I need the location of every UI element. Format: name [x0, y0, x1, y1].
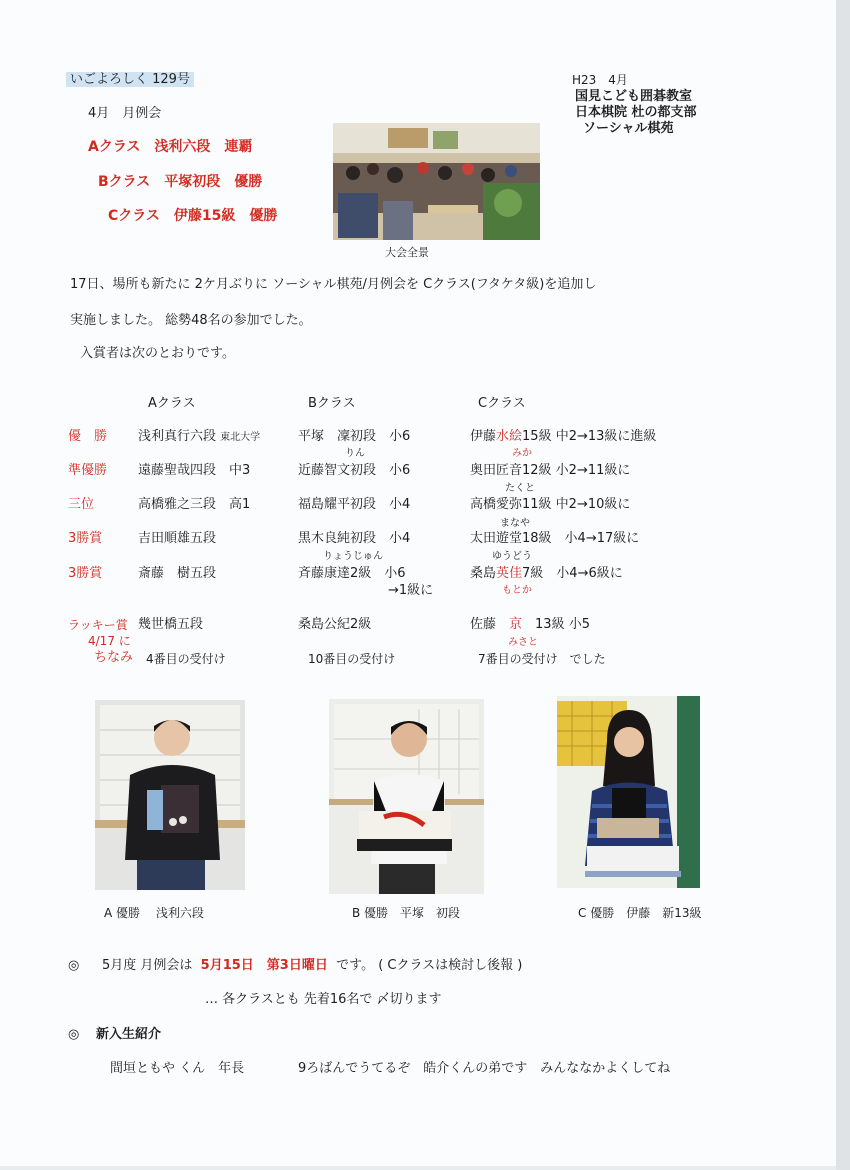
tournament-photo — [333, 123, 540, 240]
reading-manaya: まなや — [500, 518, 530, 529]
a-class-three-wins-2: 斎藤 樹五段 — [138, 566, 217, 581]
column-header-c: Cクラス — [478, 396, 526, 411]
b-class-third: 福島耀平初段 小4 — [298, 497, 411, 512]
intro-line-2: 実施しました。 総勢48名の参加でした。 — [70, 313, 312, 328]
lucky-a: 幾世橋五段 — [138, 617, 204, 632]
c-class-three-wins-2: 桑島英佳7級 小4→6級に — [470, 566, 623, 581]
b-class-three-wins-2: 斉藤康達2級 小6 — [298, 566, 406, 581]
lucky-c-order: 7番目の受付け でした — [478, 652, 606, 666]
lucky-b-order: 10番目の受付け — [308, 652, 396, 666]
b-class-winner: 平塚 凜初段 小6 — [298, 429, 411, 444]
bullet-icon: ◎ — [68, 958, 80, 973]
b-class-second: 近藤智文初段 小6 — [298, 463, 411, 478]
c-class-winner: 伊藤水絵15級 中2→13級に進級 — [470, 429, 657, 444]
c-class-three-wins: 太田遊堂18級 小4→17級に — [470, 531, 640, 546]
photo-b-winner — [329, 699, 484, 894]
lucky-c: 佐藤 京 13級 小5 — [470, 617, 590, 632]
lucky-date-note: 4/17 に — [88, 634, 131, 648]
headline-c: Cクラス 伊藤15級 優勝 — [108, 208, 278, 224]
c-class-third: 高橋愛弥11級 中2→10級に — [470, 497, 631, 512]
rank-label: 3勝賞 — [68, 566, 103, 581]
intro-line-1: 17日、場所も新たに 2ケ月ぶりに ソーシャル棋苑/月例会を Cクラス(フタケタ級)を追加し — [70, 277, 597, 292]
reading-ryojun: りょうじゅん — [323, 551, 383, 562]
photo-a-winner — [95, 700, 245, 890]
rank-label: 三位 — [68, 497, 95, 512]
may-notice: 5月度 月例会は 5月15日 第3日曜日 です。 ( Cクラスは検討し後報 ) — [102, 958, 523, 973]
reading-mika: みか — [512, 448, 532, 459]
top-photo-caption: 大会全景 — [385, 246, 429, 259]
reading-rin: りん — [345, 448, 365, 459]
reading-takuto: たくと — [505, 483, 535, 494]
headline-b: Bクラス 平塚初段 優勝 — [98, 174, 263, 190]
new-member-note: 9ろばんでうてるぞ 皓介くんの弟です みんななかよくしてね — [298, 1061, 671, 1076]
event-title: 4月 月例会 — [88, 106, 162, 121]
org-line-3: ソーシャル棋苑 — [583, 121, 674, 136]
intro-line-3: 入賞者は次のとおりです。 — [80, 346, 235, 361]
rank-label: 3勝賞 — [68, 531, 103, 546]
photo-c-winner — [557, 696, 700, 888]
rank-label: 準優勝 — [68, 463, 108, 478]
b-class-promotion: →1級に — [388, 583, 434, 598]
photo-caption-b: B 優勝 平塚 初段 — [352, 906, 461, 920]
reading-yudo: ゆうどう — [492, 551, 532, 562]
org-line-1: 国見こども囲碁教室 — [575, 89, 693, 104]
lucky-rank-label: ラッキー賞 — [68, 618, 128, 632]
issue-date: H23 4月 — [572, 73, 628, 87]
a-class-third: 高橋雅之三段 高1 — [138, 497, 251, 512]
bullet-icon: ◎ — [68, 1027, 80, 1042]
new-member-heading: 新入生紹介 — [96, 1027, 162, 1042]
org-line-2: 日本棋院 杜の都支部 — [575, 105, 697, 120]
column-header-a: Aクラス — [148, 396, 196, 411]
entry-limit-note: … 各クラスとも 先着16名で 〆切ります — [205, 992, 442, 1007]
a-class-second: 遠藤聖哉四段 中3 — [138, 463, 251, 478]
reading-motoka: もとか — [502, 585, 532, 596]
rank-label: 優 勝 — [68, 429, 108, 444]
a-class-three-wins: 吉田順雄五段 — [138, 531, 217, 546]
b-class-three-wins: 黒木良純初段 小4 — [298, 531, 411, 546]
new-member-name: 間垣ともや くん 年長 — [110, 1061, 245, 1076]
lucky-a-order: 4番目の受付け — [146, 652, 226, 666]
headline-a: Aクラス 浅利六段 連覇 — [88, 139, 253, 155]
photo-caption-a: A 優勝 浅利六段 — [104, 906, 204, 920]
lucky-chinami: ちなみ — [94, 650, 134, 665]
paper-edge — [836, 0, 850, 1170]
lucky-b: 桑島公紀2級 — [298, 617, 372, 632]
reading-misato: みさと — [508, 637, 538, 648]
a-class-winner: 浅利真行六段 東北大学 — [138, 429, 261, 444]
photo-caption-c: C 優勝 伊藤 新13級 — [578, 906, 702, 920]
c-class-second: 奥田匠音12級 小2→11級に — [470, 463, 631, 478]
column-header-b: Bクラス — [308, 396, 356, 411]
issue-label: いごよろしく 129号 — [66, 72, 194, 88]
